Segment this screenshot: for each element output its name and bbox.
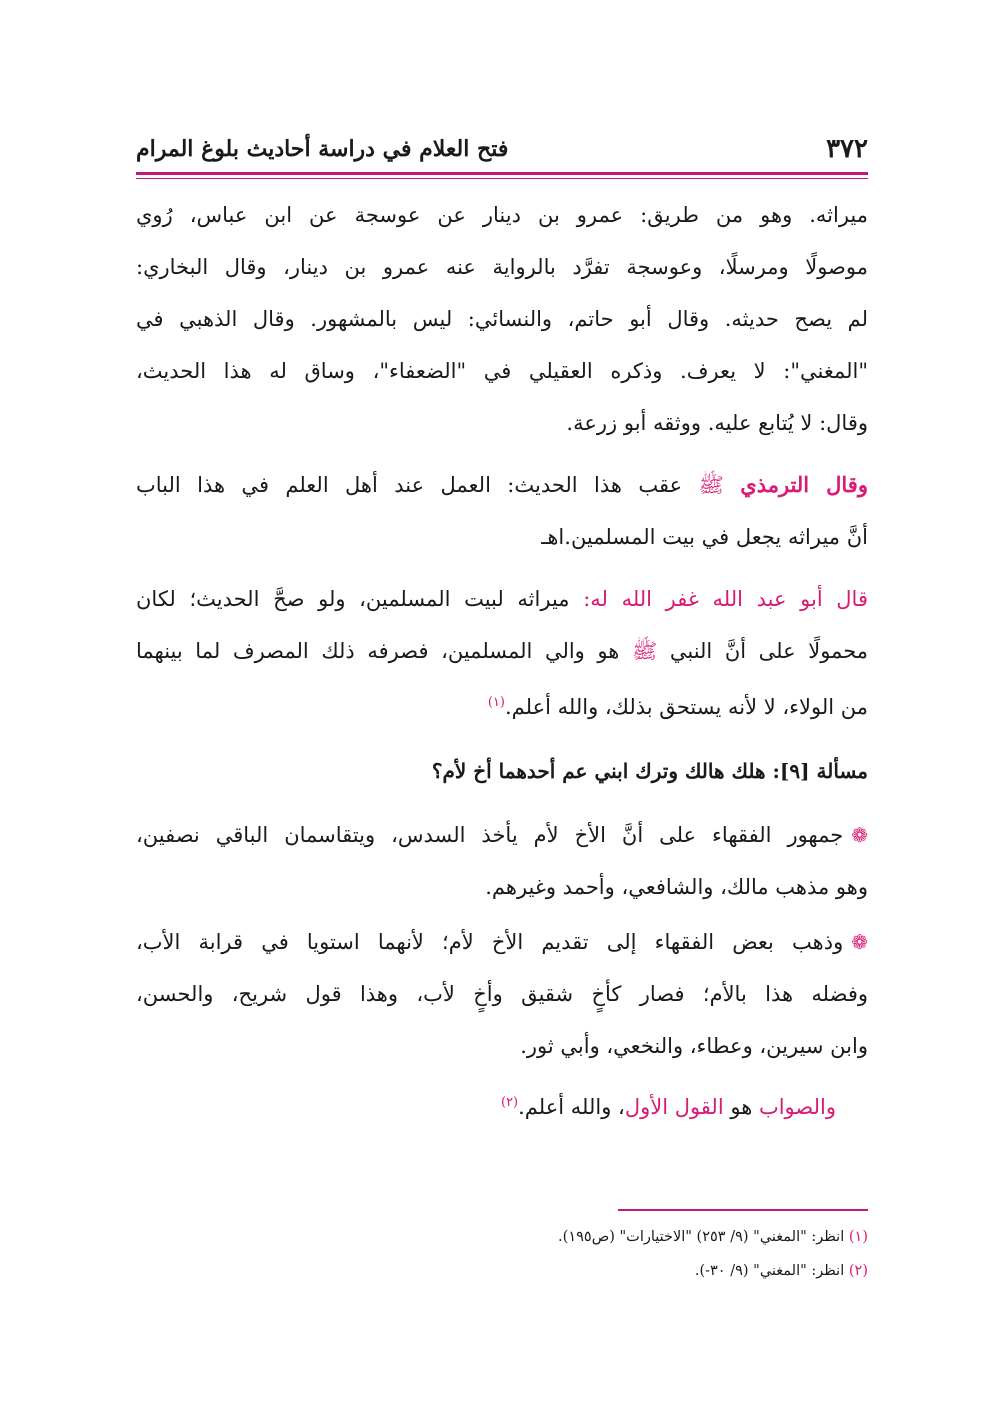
bullet-line (136, 922, 868, 962)
footnote-text: انظر: "المغني" (٩/ ٢٥٣) "الاختيارات" (ص١٩٥). (558, 1229, 845, 1245)
footnote-separator (618, 1209, 868, 1211)
book-page (136, 120, 868, 1320)
header-rule-thin (136, 178, 868, 179)
text-span: ، والله أعلم. (518, 1095, 625, 1119)
text-span: والصواب (758, 1095, 836, 1119)
text-line (136, 465, 868, 505)
text-span: جمهور الفقهاء على أنَّ الأخ لأم يأخذ السدس، ويتقاسمان الباقي نصفين، (136, 823, 844, 847)
question-text: هلك هالك وترك ابني عم أحدهما أخ لأم؟ (431, 759, 766, 783)
text-line: وفضله هذا بالأم؛ فصار كأخٍ شقيق وأخٍ لأب، وهذا قول شريح، والحسن، (136, 982, 868, 1006)
bullet-line (136, 815, 868, 855)
text-line: وابن سيرين، وعطاء، والنخعي، وأبي ثور. (520, 1034, 868, 1058)
footnote (558, 1225, 868, 1249)
question-heading (432, 753, 868, 789)
text-line: أنَّ ميراثه يجعل في بيت المسلمين.اهـ (541, 525, 868, 549)
text-line: ميراثه. وهو من طريق: عمرو بن دينار عن عوسجة عن ابن عباس، رُوي (136, 203, 868, 227)
text-line (136, 631, 868, 671)
text-span: وذهب بعض الفقهاء إلى تقديم الأخ لأم؛ لأنهما استويا في قرابة الأب، (136, 930, 844, 954)
text-span: ميراثه لبيت المسلمين، ولو صحَّ الحديث؛ لكان (136, 587, 584, 611)
text-line: لم يصح حديثه. وقال أبو حاتم، والنسائي: ليس بالمشهور. وقال الذهبي في (136, 307, 868, 331)
flower-bullet-icon: ❁ (851, 930, 868, 954)
conclusion-line (136, 1083, 836, 1123)
text-line: موصولًا ومرسلًا، وعوسجة تفرَّد بالرواية عنه عمرو بن دينار، وقال البخاري: (136, 255, 868, 279)
flower-bullet-icon: ❁ (851, 823, 868, 847)
text-span: هو (723, 1095, 759, 1119)
text-line: "المغني": لا يعرف. وذكره العقيلي في "الضعفاء"، وساق له هذا الحديث، (136, 359, 868, 383)
header-rule-thick (136, 172, 868, 175)
author-speaker: قال أبو عبد الله غفر الله له: (583, 587, 868, 611)
footnote-ref[interactable]: (١) (487, 695, 505, 710)
footnote-number: (١) (848, 1229, 868, 1245)
page-number: ٣٧٢ (826, 134, 868, 164)
text-span: القول الأول (624, 1095, 724, 1119)
honorific-icon: ﷺ (698, 473, 724, 497)
page-header (136, 132, 868, 172)
text-line (136, 683, 868, 723)
question-label: مسألة [٩]: (772, 759, 868, 783)
text-span: محمولًا على أنَّ النبي (657, 639, 869, 663)
text-line (136, 579, 868, 619)
footnote-text: انظر: "المغني" (٩/ ٣٠-). (694, 1263, 845, 1279)
book-title: فتح العلام في دراسة أحاديث بلوغ المرام (136, 136, 509, 162)
text-line: وهو مذهب مالك، والشافعي، وأحمد وغيرهم. (485, 875, 868, 899)
text-line: وقال: لا يُتابع عليه. ووثقه أبو زرعة. (566, 411, 868, 435)
text-span: عقب هذا الحديث: العمل عند أهل العلم في هذا الباب (136, 473, 699, 497)
footnote (695, 1259, 868, 1283)
text-span: من الولاء، لا لأنه يستحق بذلك، والله أعلم. (504, 695, 868, 719)
tirmidhi-speaker: وقال الترمذي (740, 472, 868, 497)
salutation-icon: ﷺ (631, 639, 658, 663)
footnote-ref[interactable]: (٢) (500, 1095, 519, 1110)
text-span: هو والي المسلمين، فصرفه ذلك المصرف لما بينهما (136, 639, 632, 663)
footnote-number: (٢) (848, 1263, 868, 1279)
